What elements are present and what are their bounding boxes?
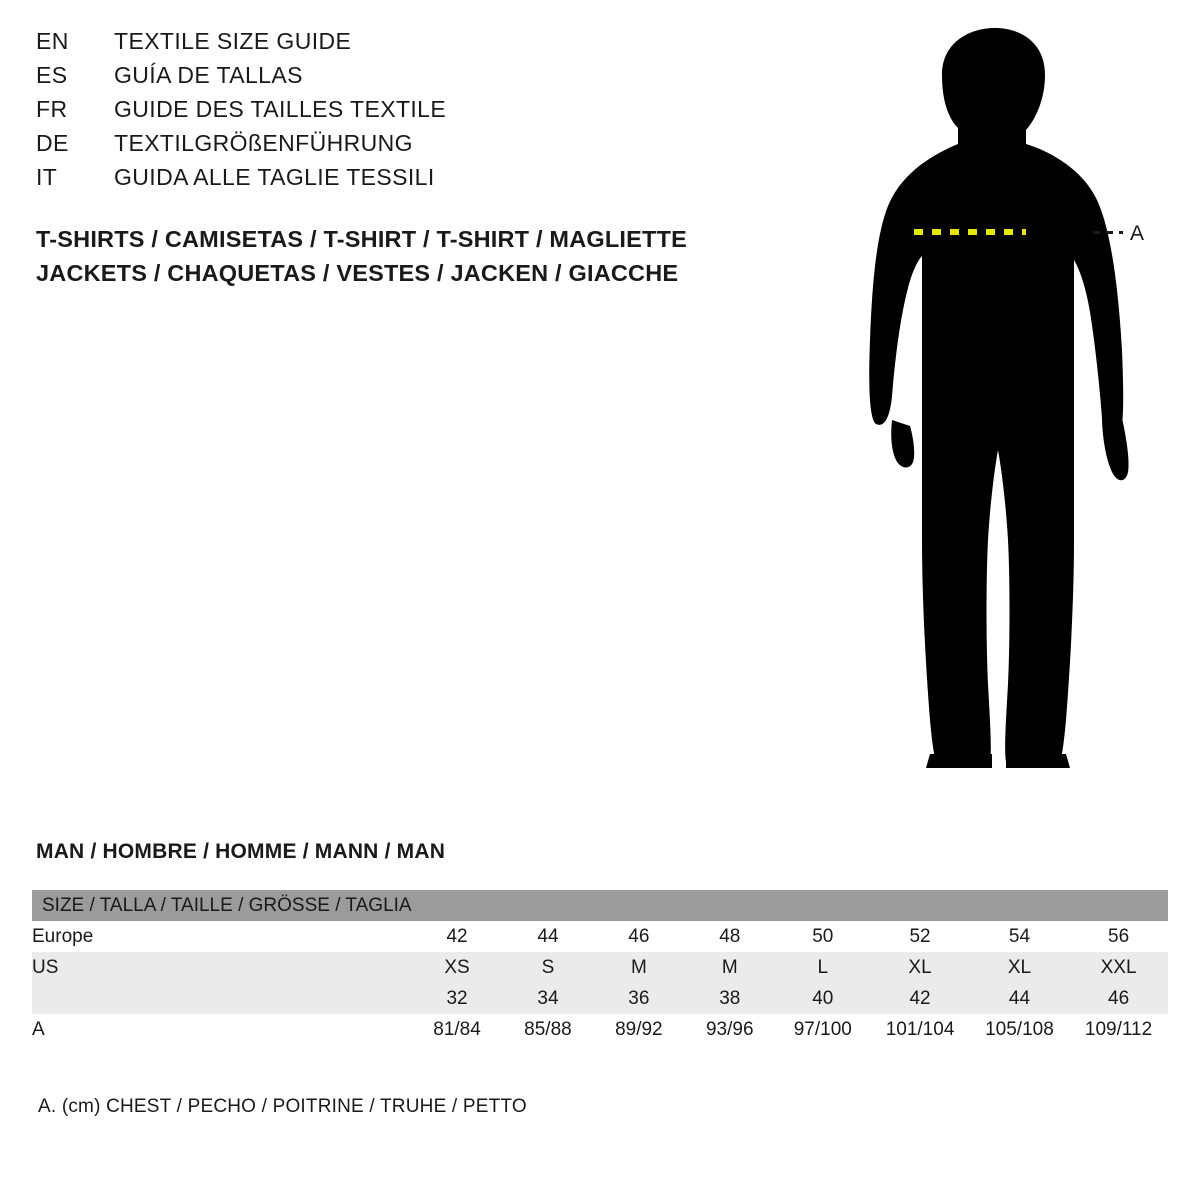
table-header-spacer-7 (970, 890, 1069, 921)
cell-europe-8: 56 (1069, 921, 1168, 952)
language-row-de (36, 130, 756, 164)
cell-a-6: 101/104 (870, 1014, 969, 1045)
table-footnote: A. (cm) CHEST / PECHO / POITRINE / TRUHE / PETTO (38, 1096, 527, 1117)
language-row-es (36, 62, 756, 96)
cell-a-7: 105/108 (970, 1014, 1069, 1045)
cell-europe-7: 54 (970, 921, 1069, 952)
language-row-fr (36, 96, 756, 130)
row-label-a: A (32, 1014, 412, 1045)
cell-us-5: L (775, 952, 870, 983)
language-text-de: TEXTILGRÖßENFÜHRUNG (114, 130, 413, 156)
cell-a-2: 85/88 (503, 1014, 594, 1045)
table-header-label: SIZE / TALLA / TAILLE / GRÖSSE / TAGLIA (32, 890, 412, 921)
table-header-spacer-1 (412, 890, 503, 921)
cell-us-4: M (684, 952, 775, 983)
language-list (36, 28, 756, 198)
row-label-numeric (32, 983, 412, 1014)
table-header-spacer-5 (775, 890, 870, 921)
table-section-title: MAN / HOMBRE / HOMME / MANN / MAN (36, 840, 446, 863)
garment-line-jackets: JACKETS / CHAQUETAS / VESTES / JACKEN / GIACCHE (36, 260, 679, 286)
language-code-fr: FR (36, 96, 68, 122)
table-header-spacer-4 (684, 890, 775, 921)
table-row (32, 952, 1168, 983)
cell-europe-6: 52 (870, 921, 969, 952)
garment-categories (36, 222, 687, 290)
cell-numeric-2: 34 (503, 983, 594, 1014)
language-code-it: IT (36, 164, 58, 190)
body-silhouette (830, 20, 1170, 800)
cell-a-8: 109/112 (1069, 1014, 1168, 1045)
cell-numeric-3: 36 (593, 983, 684, 1014)
cell-a-4: 93/96 (684, 1014, 775, 1045)
cell-us-7: XL (970, 952, 1069, 983)
language-code-es: ES (36, 62, 68, 88)
table-header-spacer-2 (503, 890, 594, 921)
cell-a-1: 81/84 (412, 1014, 503, 1045)
measure-leader-line (1093, 231, 1123, 234)
cell-us-1: XS (412, 952, 503, 983)
cell-numeric-6: 42 (870, 983, 969, 1014)
garment-line-tshirts: T-SHIRTS / CAMISETAS / T-SHIRT / T-SHIRT / MAGLIETTE (36, 226, 687, 252)
table-header-spacer-8 (1069, 890, 1168, 921)
language-row-it (36, 164, 756, 198)
cell-a-3: 89/92 (593, 1014, 684, 1045)
cell-numeric-1: 32 (412, 983, 503, 1014)
cell-europe-2: 44 (503, 921, 594, 952)
cell-us-2: S (503, 952, 594, 983)
language-code-de: DE (36, 130, 69, 156)
cell-europe-3: 46 (593, 921, 684, 952)
size-table (32, 890, 1168, 1045)
row-label-europe: Europe (32, 921, 412, 952)
cell-europe-4: 48 (684, 921, 775, 952)
table-header-row (32, 890, 1168, 921)
table-row (32, 983, 1168, 1014)
language-text-en: TEXTILE SIZE GUIDE (114, 28, 352, 54)
language-row-en (36, 28, 756, 62)
cell-numeric-7: 44 (970, 983, 1069, 1014)
row-label-us: US (32, 952, 412, 983)
cell-numeric-8: 46 (1069, 983, 1168, 1014)
cell-europe-1: 42 (412, 921, 503, 952)
cell-numeric-5: 40 (775, 983, 870, 1014)
cell-us-8: XXL (1069, 952, 1168, 983)
cell-us-3: M (593, 952, 684, 983)
language-text-it: GUIDA ALLE TAGLIE TESSILI (114, 164, 435, 190)
table-row (32, 1014, 1168, 1045)
table-header-spacer-3 (593, 890, 684, 921)
cell-a-5: 97/100 (775, 1014, 870, 1045)
language-text-fr: GUIDE DES TAILLES TEXTILE (114, 96, 447, 122)
language-code-en: EN (36, 28, 69, 54)
cell-europe-5: 50 (775, 921, 870, 952)
table-header-spacer-6 (870, 890, 969, 921)
cell-numeric-4: 38 (684, 983, 775, 1014)
table-row (32, 921, 1168, 952)
language-text-es: GUÍA DE TALLAS (114, 62, 303, 88)
cell-us-6: XL (870, 952, 969, 983)
measure-label-a: A (1130, 222, 1145, 245)
